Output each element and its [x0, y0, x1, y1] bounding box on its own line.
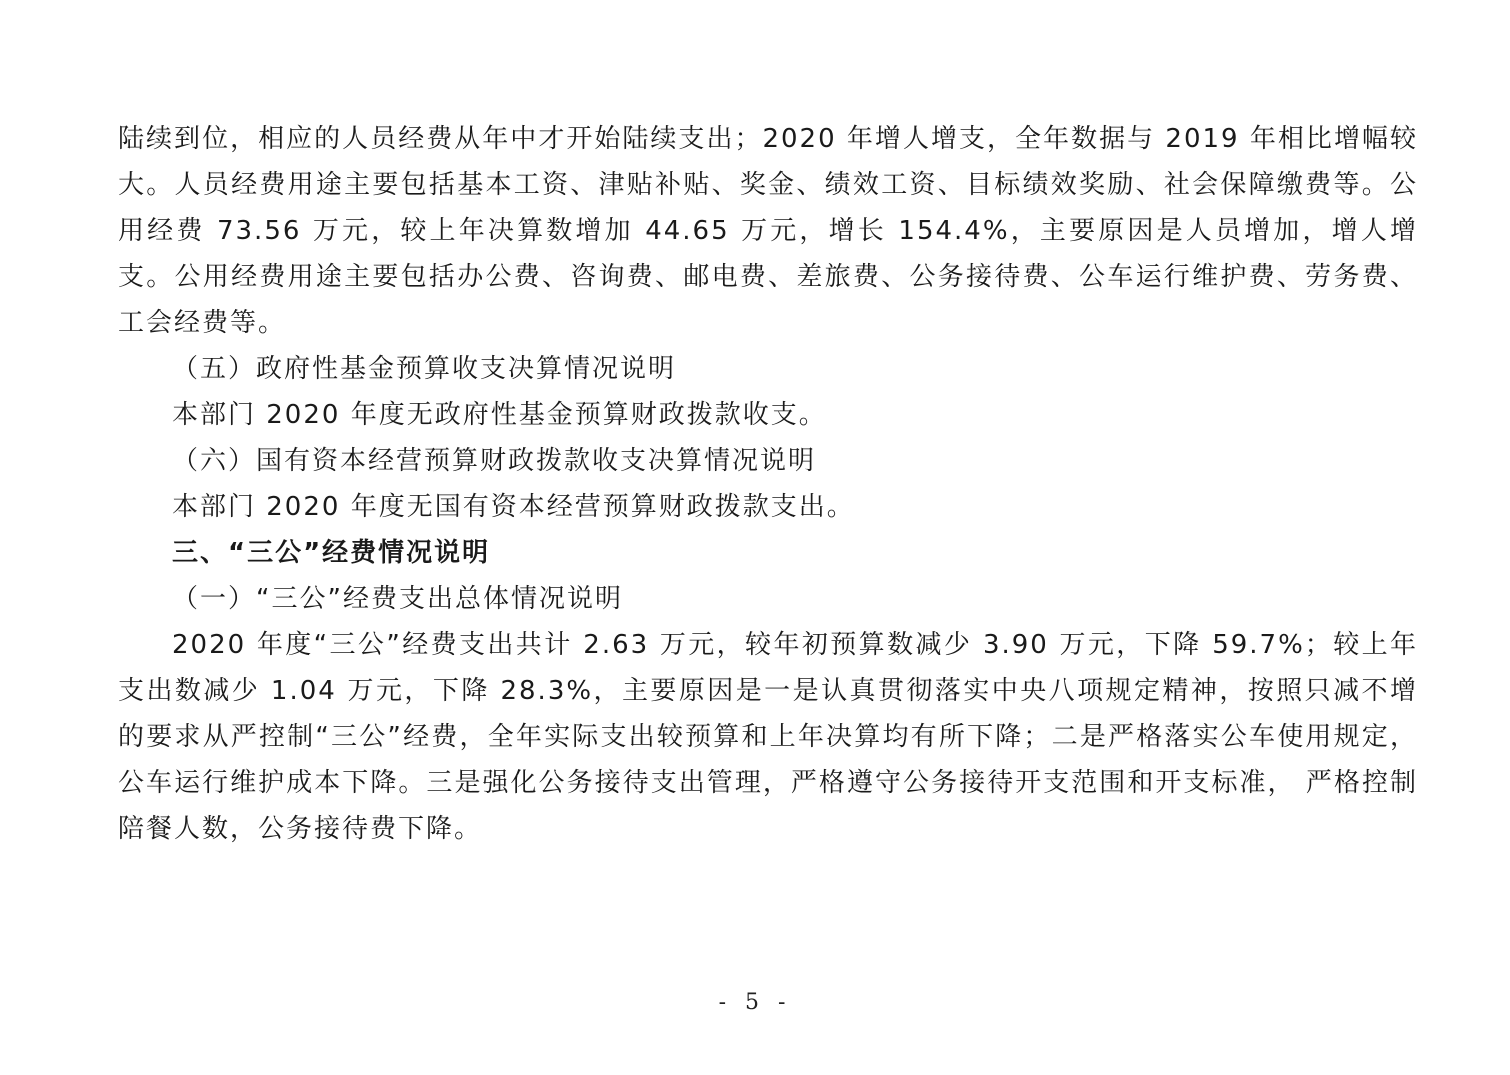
heading-three-public-overall: （一）“三公”经费支出总体情况说明	[172, 584, 623, 614]
page-content	[118, 116, 1418, 852]
body-paragraph-three-public-overall: 2020 年度“三公”经费支出共计 2.63 万元，较年初预算数减少 3.90 万元，下降 59.7%；较上年支出数减少 1.04 万元，下降 28.3%，主要原因是一是认真贯彻落实中央八项规定精神，按照只减不增的要求从严控制“三公”经费，全年实际支出较预算和上年决算均有所下降；二是严格落实公车使用规定，公车运行维护成本下降。三是强化公务接待支出管理，严格遵守公务接待开支范围和开支标准， 严格控制陪餐人数，公务接待费下降。	[118, 630, 1418, 844]
body-paragraph-state-capital: 本部门 2020 年度无国有资本经营预算财政拨款支出。	[172, 492, 855, 522]
body-paragraph-personnel-and-public-funds: 陆续到位，相应的人员经费从年中才开始陆续支出；2020 年增人增支，全年数据与 2019 年相比增幅较大。人员经费用途主要包括基本工资、津贴补贴、奖金、绩效工资、目标绩效奖励、社会保障缴费等。公用经费 73.56 万元，较上年决算数增加 44.65 万元，增长 154.4%，主要原因是人员增加，增人增支。公用经费用途主要包括办公费、咨询费、邮电费、差旅费、公务接待费、公车运行维护费、劳务费、工会经费等。	[118, 124, 1418, 338]
body-paragraph-government-fund: 本部门 2020 年度无政府性基金预算财政拨款收支。	[172, 400, 827, 430]
page-number: - 5 -	[718, 990, 792, 1015]
heading-state-capital-budget: （六）国有资本经营预算财政拨款收支决算情况说明	[172, 446, 817, 476]
heading-government-fund-budget: （五）政府性基金预算收支决算情况说明	[172, 354, 677, 384]
section-title-three-public-expenses: 三、“三公”经费情况说明	[172, 538, 491, 568]
